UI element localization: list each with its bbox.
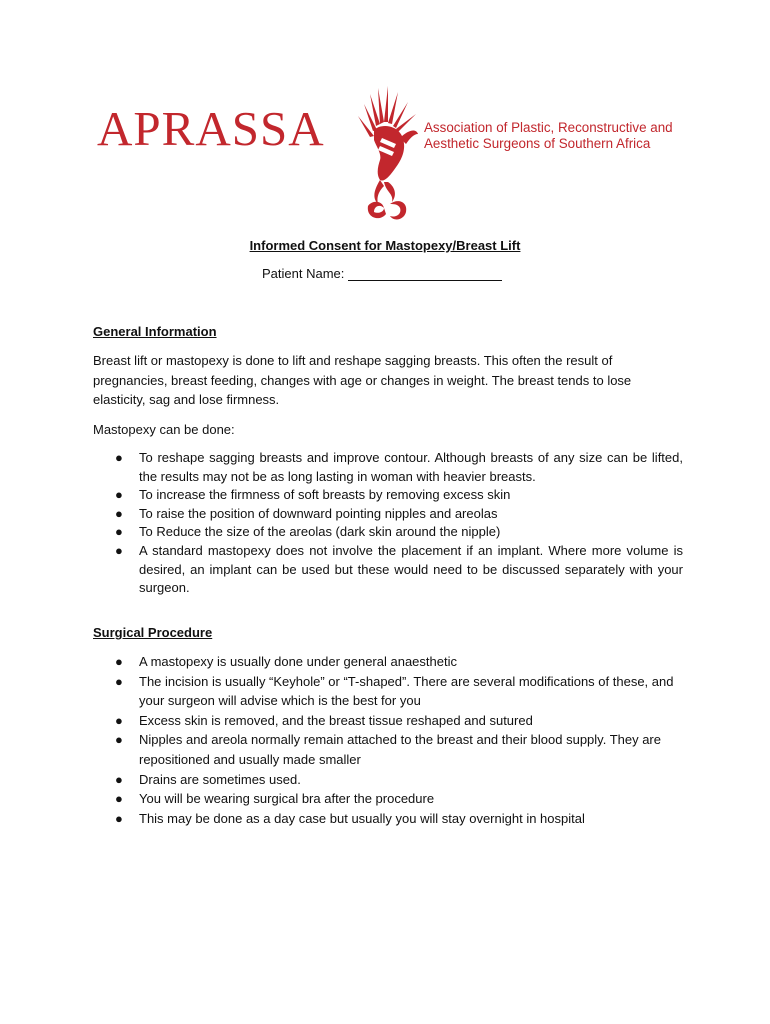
list-item-text: To increase the firmness of soft breasts by removing excess skin	[139, 487, 511, 503]
list-item	[93, 711, 683, 731]
bullet-icon: ●	[115, 654, 123, 669]
list-item-text: To raise the position of downward pointing nipples and areolas	[139, 505, 498, 521]
bullet-icon: ●	[115, 810, 123, 826]
bullet-icon: ●	[115, 791, 123, 807]
list-item	[93, 672, 683, 711]
paragraph-line: elasticity, sag and lose firmness.	[93, 392, 280, 407]
mastopexy-intro: Mastopexy can be done:	[93, 422, 235, 437]
list-item	[93, 449, 683, 486]
bullet-icon: ●	[115, 673, 123, 689]
list-item-text: Drains are sometimes used.	[139, 771, 301, 787]
patient-name-label: Patient Name:	[262, 266, 345, 281]
list-item	[93, 770, 683, 790]
list-item	[93, 542, 683, 598]
bullet-icon: ●	[115, 524, 123, 540]
list-item	[93, 486, 683, 505]
list-item-text: Nipples and areola normally remain attached to the breast and their blood supply. They are repositioned and usually made smaller	[139, 732, 661, 767]
association-line-2: Aesthetic Surgeons of Southern Africa	[424, 136, 651, 151]
list-item-text: To Reduce the size of the areolas (dark skin around the nipple)	[139, 524, 501, 540]
list-item	[93, 523, 683, 542]
bullet-icon: ●	[115, 542, 123, 558]
general-information-heading: General Information	[93, 324, 217, 339]
list-item-text: You will be wearing surgical bra after the procedure	[139, 791, 435, 807]
bullet-icon: ●	[115, 771, 123, 787]
paragraph-line: Breast lift or mastopexy is done to lift and reshape sagging breasts. This often the result of	[93, 353, 613, 368]
paragraph-line: pregnancies, breast feeding, changes with age or changes in weight. The breast tends to lose	[93, 372, 632, 388]
association-name	[424, 120, 673, 152]
bullet-icon: ●	[115, 487, 123, 503]
general-information-paragraph	[93, 351, 683, 410]
list-item	[93, 789, 683, 809]
patient-name-blank-line[interactable]	[348, 266, 502, 281]
bullet-icon: ●	[115, 450, 123, 465]
list-item-text: This may be done as a day case but usually you will stay overnight in hospital	[139, 810, 585, 826]
patient-name-field	[262, 266, 502, 281]
list-item-text: A standard mastopexy does not involve the placement if an implant. Where more volume is desired, an implant can be used but these would need to be discussed separately with your surgeon.	[139, 542, 683, 596]
list-item-text: Excess skin is removed, and the breast tissue reshaped and sutured	[139, 712, 533, 728]
association-line-1: Association of Plastic, Reconstructive and	[424, 120, 673, 135]
list-item	[93, 505, 683, 524]
list-item	[93, 809, 683, 829]
bullet-icon: ●	[115, 732, 123, 748]
phoenix-logo-icon	[350, 84, 422, 229]
bullet-icon: ●	[115, 712, 123, 728]
list-item-text: The incision is usually “Keyhole” or “T-shaped”. There are several modifications of these, and your surgeon will advise which is the best for you	[139, 673, 674, 709]
list-item	[93, 652, 683, 672]
surgical-procedure-heading: Surgical Procedure	[93, 625, 213, 640]
bullet-icon: ●	[115, 505, 123, 521]
surgical-procedure-list	[93, 652, 683, 828]
list-item-text: A mastopexy is usually done under general anaesthetic	[139, 654, 457, 669]
list-item-text: To reshape sagging breasts and improve contour. Although breasts of any size can be lifted, the results may not be as long lasting in woman with heavier breasts.	[139, 450, 683, 484]
document-title: Informed Consent for Mastopexy/Breast Lift	[249, 238, 521, 253]
logo-wordmark: APRASSA	[97, 101, 325, 156]
list-item	[93, 730, 683, 769]
mastopexy-reasons-list	[93, 449, 683, 598]
